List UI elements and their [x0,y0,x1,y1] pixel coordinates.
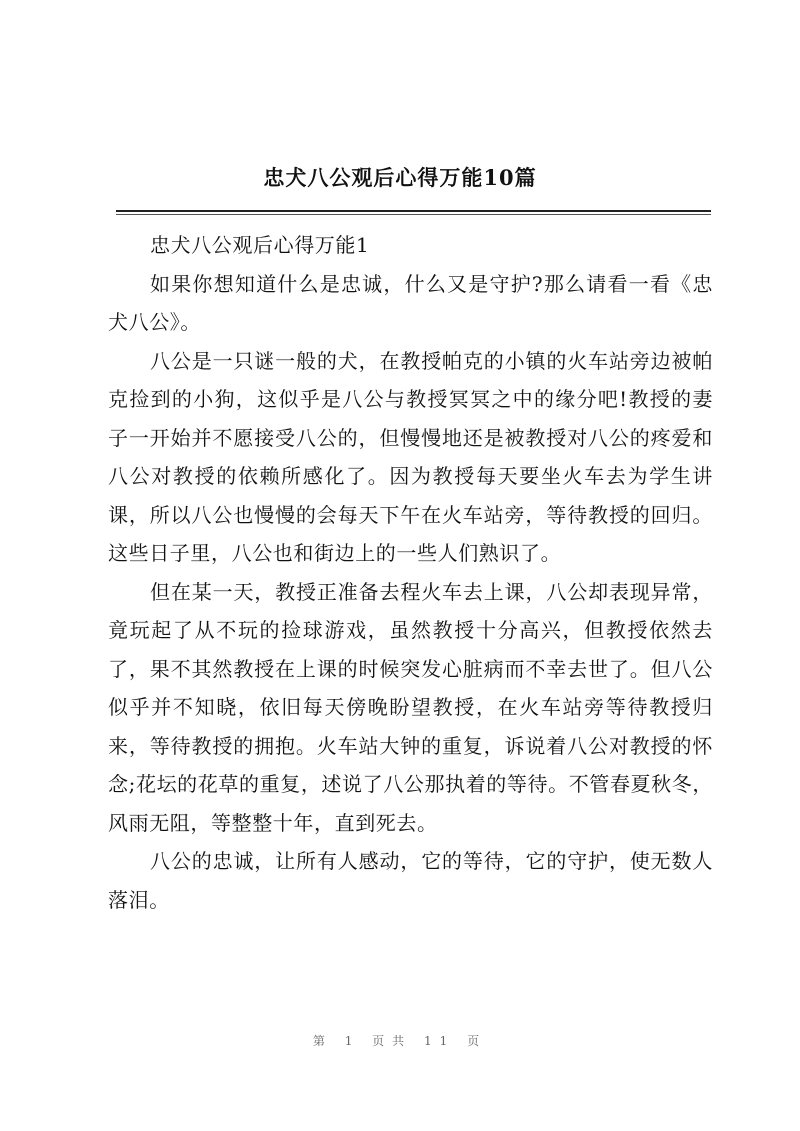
paragraph-4: 八公的忠诚，让所有人感动，它的等待，它的守护，使无数人落泪。 [108,849,713,912]
footer-total-pages: 11 [424,1034,456,1048]
footer-current-page: 1 [344,1034,361,1048]
document-body [108,226,713,919]
section-heading: 忠犬八公观后心得万能1 [150,233,370,257]
paragraph-1: 如果你想知道什么是忠诚，什么又是守护?那么请看一看《忠犬八公》。 [108,271,713,334]
paragraph-3: 但在某一天，教授正准备去程火车去上课，八公却表现异常，竟玩起了从不玩的捡球游戏，虽然教授十分高兴，但教授依然去了，果不其然教授在上课的时候突发心脏病而不幸去世了。但八公似乎并不知晓，依旧每天傍晚盼望教授，在火车站旁等待教授归来，等待教授的拥抱。火车站大钟的重复，诉说着八公对教授的怀念;花坛的花草的重复，述说了八公那执着的等待。不管春夏秋冬，风雨无阻，等整整十年，直到死去。 [108,579,713,835]
footer-middle: 页共 [372,1034,413,1048]
title-divider [116,210,711,212]
footer-prefix: 第 [312,1034,333,1048]
page-footer [0,1032,800,1049]
document-title: 忠犬八公观后心得万能10篇 [263,165,537,190]
paragraph-2: 八公是一只谜一般的犬，在教授帕克的小镇的火车站旁边被帕克捡到的小狗，这似乎是八公与教授冥冥之中的缘分吧!教授的妻子一开始并不愿接受八公的，但慢慢地还是被教授对八公的疼爱和八公对教授的依赖所感化了。因为教授每天要坐火车去为学生讲课，所以八公也慢慢的会每天下午在火车站旁，等待教授的回归。这些日子里，八公也和街边上的一些人们熟识了。 [108,348,713,565]
title-divider-thin [116,214,711,215]
footer-suffix: 页 [467,1034,488,1048]
